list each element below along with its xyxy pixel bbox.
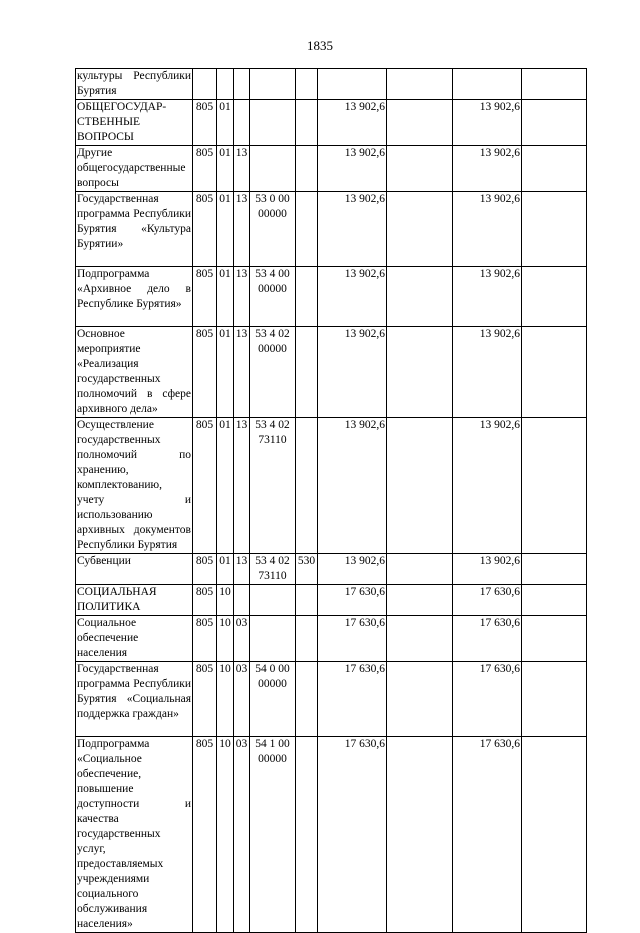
row-name-cell: Другие общегосударственные вопросы [76,146,193,192]
table-row [76,662,587,737]
total-amount-cell: 17 630,6 [318,737,387,933]
subsection-code-cell [234,585,250,616]
target-article-cell: 53 0 00 00000 [250,192,296,267]
republic-amount-cell: 13 902,6 [453,100,522,146]
expense-type-cell [296,585,318,616]
table-row [76,146,587,192]
total-amount-cell: 17 630,6 [318,585,387,616]
target-article-cell: 53 4 02 00000 [250,327,296,418]
target-article-cell [250,585,296,616]
department-code-cell: 805 [193,192,217,267]
row-name-cell: Государственная программа Республики Бурятия «Социальная поддержка граждан» [76,662,193,737]
total-amount-cell: 13 902,6 [318,192,387,267]
department-code-cell: 805 [193,327,217,418]
total-amount-cell: 17 630,6 [318,616,387,662]
department-code-cell: 805 [193,616,217,662]
empty-amount-cell [522,192,587,267]
table-row [76,616,587,662]
table-row [76,327,587,418]
republic-amount-cell: 13 902,6 [453,327,522,418]
republic-amount-cell: 13 902,6 [453,192,522,267]
federal-amount-cell [387,192,453,267]
section-code-cell: 01 [217,327,234,418]
republic-amount-cell: 13 902,6 [453,267,522,327]
expense-type-cell [296,192,318,267]
expense-type-cell [296,100,318,146]
expense-type-cell [296,267,318,327]
row-name-cell: Подпрограмма «Архивное дело в Республике Бурятия» [76,267,193,327]
table-row [76,267,587,327]
table-row [76,69,587,100]
empty-amount-cell [522,267,587,327]
section-code-cell: 01 [217,146,234,192]
republic-amount-cell [453,69,522,100]
subsection-code-cell [234,100,250,146]
subsection-code-cell: 13 [234,146,250,192]
subsection-code-cell: 03 [234,737,250,933]
federal-amount-cell [387,585,453,616]
target-article-cell [250,69,296,100]
empty-amount-cell [522,554,587,585]
empty-amount-cell [522,146,587,192]
empty-amount-cell [522,585,587,616]
federal-amount-cell [387,267,453,327]
empty-amount-cell [522,69,587,100]
total-amount-cell: 13 902,6 [318,100,387,146]
total-amount-cell: 13 902,6 [318,267,387,327]
section-code-cell: 10 [217,616,234,662]
total-amount-cell: 17 630,6 [318,662,387,737]
empty-amount-cell [522,662,587,737]
section-code-cell: 10 [217,662,234,737]
subsection-code-cell [234,69,250,100]
total-amount-cell: 13 902,6 [318,327,387,418]
total-amount-cell: 13 902,6 [318,146,387,192]
empty-amount-cell [522,616,587,662]
table-row [76,737,587,933]
table-row [76,585,587,616]
empty-amount-cell [522,418,587,554]
subsection-code-cell: 13 [234,192,250,267]
row-name-cell: Субвенции [76,554,193,585]
target-article-cell: 53 4 02 73110 [250,554,296,585]
target-article-cell: 54 1 00 00000 [250,737,296,933]
expense-type-cell: 530 [296,554,318,585]
department-code-cell: 805 [193,662,217,737]
department-code-cell: 805 [193,554,217,585]
republic-amount-cell: 17 630,6 [453,585,522,616]
subsection-code-cell: 13 [234,418,250,554]
row-name-cell: Социальное обеспечение населения [76,616,193,662]
target-article-cell [250,616,296,662]
section-code-cell: 01 [217,267,234,327]
federal-amount-cell [387,100,453,146]
republic-amount-cell: 13 902,6 [453,146,522,192]
total-amount-cell: 13 902,6 [318,418,387,554]
row-name-cell: культуры Республики Бурятия [76,69,193,100]
section-code-cell: 01 [217,418,234,554]
row-name-cell: ОБЩЕГОСУДАР-СТВЕННЫЕ ВОПРОСЫ [76,100,193,146]
table-row [76,100,587,146]
federal-amount-cell [387,69,453,100]
subsection-code-cell: 13 [234,267,250,327]
table-row [76,418,587,554]
target-article-cell: 53 4 00 00000 [250,267,296,327]
department-code-cell [193,69,217,100]
section-code-cell: 01 [217,100,234,146]
empty-amount-cell [522,327,587,418]
section-code-cell: 01 [217,554,234,585]
department-code-cell: 805 [193,737,217,933]
department-code-cell: 805 [193,146,217,192]
row-name-cell: Осуществление государственных полномочий по хранению, комплектованию, учету и использованию архивных документов Республики Бурятия [76,418,193,554]
department-code-cell: 805 [193,585,217,616]
subsection-code-cell: 13 [234,327,250,418]
federal-amount-cell [387,146,453,192]
row-name-cell: Основное мероприятие «Реализация государственных полномочий в сфере архивного дела» [76,327,193,418]
republic-amount-cell: 17 630,6 [453,662,522,737]
page-number: 1835 [307,38,333,53]
target-article-cell [250,100,296,146]
empty-amount-cell [522,737,587,933]
subsection-code-cell: 03 [234,662,250,737]
row-name-cell: СОЦИАЛЬНАЯ ПОЛИТИКА [76,585,193,616]
section-code-cell [217,69,234,100]
federal-amount-cell [387,327,453,418]
subsection-code-cell: 03 [234,616,250,662]
republic-amount-cell: 13 902,6 [453,418,522,554]
row-name-cell: Подпрограмма «Социальное обеспечение, повышение доступности и качества государственных услуг, предоставляемых учреждениями социального обслуживания населения» [76,737,193,933]
section-code-cell: 10 [217,585,234,616]
budget-table [75,68,587,933]
federal-amount-cell [387,737,453,933]
empty-amount-cell [522,100,587,146]
department-code-cell: 805 [193,418,217,554]
expense-type-cell [296,327,318,418]
total-amount-cell: 13 902,6 [318,554,387,585]
expense-type-cell [296,69,318,100]
total-amount-cell [318,69,387,100]
table-row [76,192,587,267]
federal-amount-cell [387,418,453,554]
row-name-cell: Государственная программа Республики Бурятия «Культура Бурятии» [76,192,193,267]
federal-amount-cell [387,662,453,737]
target-article-cell [250,146,296,192]
section-code-cell: 10 [217,737,234,933]
target-article-cell: 54 0 00 00000 [250,662,296,737]
expense-type-cell [296,418,318,554]
department-code-cell: 805 [193,100,217,146]
republic-amount-cell: 13 902,6 [453,554,522,585]
federal-amount-cell [387,616,453,662]
target-article-cell: 53 4 02 73110 [250,418,296,554]
expense-type-cell [296,616,318,662]
republic-amount-cell: 17 630,6 [453,616,522,662]
section-code-cell: 01 [217,192,234,267]
republic-amount-cell: 17 630,6 [453,737,522,933]
table-row [76,554,587,585]
subsection-code-cell: 13 [234,554,250,585]
expense-type-cell [296,146,318,192]
department-code-cell: 805 [193,267,217,327]
expense-type-cell [296,662,318,737]
federal-amount-cell [387,554,453,585]
expense-type-cell [296,737,318,933]
